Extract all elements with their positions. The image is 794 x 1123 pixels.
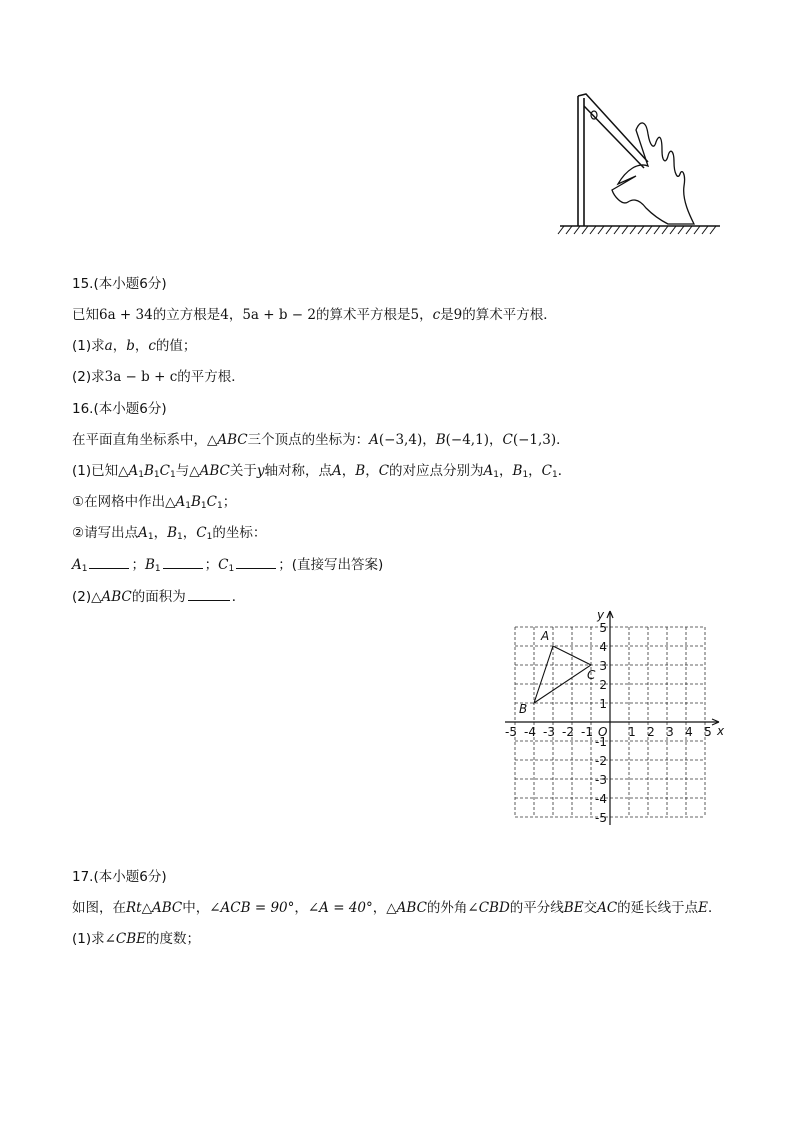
x-tick-label: -3 [543, 725, 555, 739]
q15-part1: (1)求a，b，c的值； [72, 338, 197, 354]
y-tick-label: -1 [595, 735, 607, 749]
y-tick-label: 1 [599, 697, 607, 711]
q16-part1c: $A_1$ ；$B_1$ ；$C_1$ ；(直接写出答案) [72, 557, 384, 574]
answer-blank-a1[interactable] [89, 556, 129, 569]
q16-part2: (2)△ABC的面积为 ． [72, 589, 246, 605]
x-tick-label: -2 [562, 725, 574, 739]
y-tick-label: -3 [595, 773, 607, 787]
y-tick-label: -2 [595, 754, 607, 768]
x-tick-label: 1 [628, 725, 636, 739]
x-tick-label: 2 [647, 725, 655, 739]
x-tick-label: -4 [524, 725, 536, 739]
y-tick-label: 2 [599, 678, 607, 692]
q16-part1a: ①在网格中作出$\triangle A_1B_1C_1$； [72, 494, 237, 511]
top-figure [556, 90, 726, 240]
q15-stem: 已知6a + 34的立方根是4，5a + b − 2的算术平方根是5，c是9的算术平方根． [72, 307, 557, 323]
coordinate-grid [496, 606, 726, 830]
x-tick-label: 5 [704, 725, 712, 739]
q16-header: 16.(本小题6分) [72, 401, 167, 417]
x-tick-label: -1 [581, 725, 593, 739]
q17-stem: 如图，在Rt△ABC中，∠ACB = 90°，∠A = 40°，△ABC的外角∠CBD的平分线BE交AC的延长线于点E． [72, 900, 722, 916]
y-tick-label: -4 [595, 792, 607, 806]
x-tick-label: 4 [685, 725, 693, 739]
x-tick-label: -5 [505, 725, 517, 739]
vertex-label-a: A [541, 629, 550, 643]
triangle-abc [534, 646, 591, 703]
x-axis-label: x [717, 724, 725, 738]
y-tick-label: 3 [599, 659, 607, 673]
q17-part1: (1)求∠CBE的度数； [72, 931, 201, 947]
q15-part2: (2)求3a − b + c的平方根． [72, 369, 245, 385]
answer-blank-area[interactable] [188, 588, 230, 601]
origin-label: O [598, 725, 608, 739]
y-tick-label: 5 [599, 621, 607, 635]
vertex-label-b: B [519, 702, 528, 716]
answer-blank-b1[interactable] [163, 556, 203, 569]
q15-header: 15.(本小题6分) [72, 276, 167, 292]
q17-header: 17.(本小题6分) [72, 869, 167, 885]
answer-blank-c1[interactable] [236, 556, 276, 569]
q16-part1: (1)已知$\triangle A_1B_1C_1$与△ABC关于y轴对称，点A，B，C的对应点分别为$A_1$，$B_1$，$C_1$． [72, 463, 572, 480]
q16-part1b: ②请写出点$A_1$，$B_1$，$C_1$的坐标： [72, 525, 267, 542]
x-tick-label: 3 [666, 725, 674, 739]
y-tick-label: -5 [595, 811, 607, 825]
y-axis-label: y [597, 608, 605, 622]
vertex-label-c: C [587, 668, 596, 682]
q16-stem: 在平面直角坐标系中，△ABC三个顶点的坐标为：A(−3,4)，B(−4,1)，C(−1,3)． [72, 432, 570, 448]
y-tick-label: 4 [599, 640, 607, 654]
